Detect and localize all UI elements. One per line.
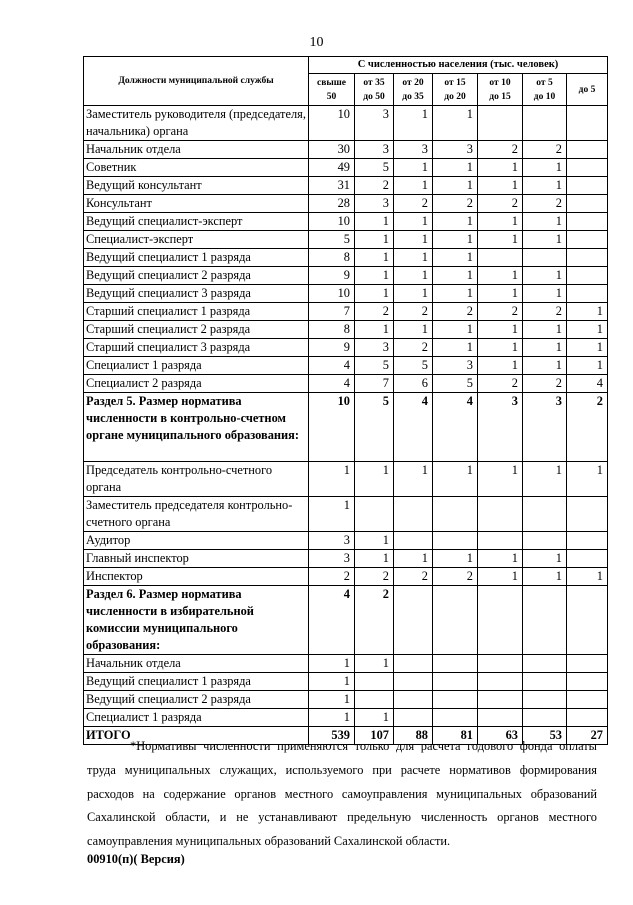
table-row [84, 285, 608, 303]
value-cell: 1 [523, 357, 567, 375]
value-cell: 1 [355, 231, 394, 249]
position-cell: Ведущий консультант [84, 177, 309, 195]
value-cell: 4 [394, 393, 433, 462]
population-column-header [478, 74, 523, 106]
value-cell: 1 [394, 159, 433, 177]
value-cell: 1 [567, 357, 608, 375]
position-cell: Начальник отдела [84, 655, 309, 673]
value-cell: 6 [394, 375, 433, 393]
value-cell: 1 [523, 267, 567, 285]
value-cell: 2 [394, 568, 433, 586]
value-cell: 1 [355, 285, 394, 303]
population-group-header: С численностью населения (тыс. человек) [309, 57, 608, 74]
column-header-line: от 15 [444, 77, 466, 88]
value-cell: 3 [478, 393, 523, 462]
value-cell: 1 [394, 231, 433, 249]
value-cell: 5 [355, 393, 394, 462]
value-cell: 4 [433, 393, 478, 462]
value-cell: 1 [394, 462, 433, 497]
position-cell: Аудитор [84, 532, 309, 550]
value-cell: 1 [523, 321, 567, 339]
position-cell: Раздел 6. Размер норматива численности в избирательной комиссии муниципального образования: [84, 586, 309, 655]
value-cell: 1 [478, 321, 523, 339]
column-header-line: до 50 [363, 91, 385, 102]
position-cell: ИТОГО [84, 727, 309, 745]
value-cell: 53 [523, 727, 567, 745]
value-cell [433, 709, 478, 727]
position-cell: Раздел 5. Размер норматива численности в контрольно-счетном органе муниципального образования: [84, 393, 309, 462]
value-cell: 2 [523, 141, 567, 159]
value-cell: 1 [433, 213, 478, 231]
value-cell [567, 709, 608, 727]
value-cell [394, 497, 433, 532]
value-cell: 7 [355, 375, 394, 393]
value-cell [523, 655, 567, 673]
value-cell [567, 213, 608, 231]
table-row [84, 177, 608, 195]
column-header-line: до 15 [489, 91, 511, 102]
value-cell [567, 249, 608, 267]
value-cell [394, 709, 433, 727]
value-cell: 4 [567, 375, 608, 393]
table-row [84, 339, 608, 357]
column-header-line: свыше [316, 77, 346, 88]
value-cell: 1 [478, 213, 523, 231]
value-cell [567, 231, 608, 249]
table-row [84, 106, 608, 141]
value-cell: 1 [567, 568, 608, 586]
value-cell [433, 532, 478, 550]
value-cell: 1 [355, 462, 394, 497]
value-cell: 1 [523, 568, 567, 586]
value-cell: 1 [355, 213, 394, 231]
position-cell: Старший специалист 3 разряда [84, 339, 309, 357]
value-cell: 1 [394, 106, 433, 141]
value-cell: 5 [355, 159, 394, 177]
table-row [84, 375, 608, 393]
column-header-line: до 35 [402, 91, 424, 102]
value-cell: 2 [523, 195, 567, 213]
value-cell [567, 159, 608, 177]
value-cell: 49 [309, 159, 355, 177]
value-cell: 1 [478, 231, 523, 249]
value-cell [523, 249, 567, 267]
value-cell: 2 [433, 303, 478, 321]
value-cell [478, 586, 523, 655]
value-cell: 5 [433, 375, 478, 393]
value-cell: 5 [355, 357, 394, 375]
position-cell: Начальник отдела [84, 141, 309, 159]
table-row [84, 267, 608, 285]
table-row [84, 568, 608, 586]
value-cell: 2 [433, 195, 478, 213]
value-cell: 27 [567, 727, 608, 745]
value-cell [478, 655, 523, 673]
value-cell [523, 532, 567, 550]
table-body [84, 106, 608, 745]
value-cell: 539 [309, 727, 355, 745]
value-cell [567, 285, 608, 303]
value-cell [433, 673, 478, 691]
value-cell [523, 106, 567, 141]
value-cell: 2 [355, 177, 394, 195]
table-row [84, 691, 608, 709]
value-cell [523, 497, 567, 532]
value-cell: 1 [523, 213, 567, 231]
value-cell: 1 [394, 285, 433, 303]
value-cell: 1 [523, 462, 567, 497]
table-row [84, 213, 608, 231]
position-cell: Председатель контрольно-счетного органа [84, 462, 309, 497]
value-cell [478, 532, 523, 550]
value-cell: 1 [433, 106, 478, 141]
value-cell: 1 [433, 550, 478, 568]
value-cell: 8 [309, 249, 355, 267]
value-cell: 1 [433, 285, 478, 303]
value-cell: 1 [523, 550, 567, 568]
value-cell: 1 [478, 159, 523, 177]
value-cell: 1 [355, 249, 394, 267]
value-cell: 2 [523, 375, 567, 393]
value-cell: 2 [567, 393, 608, 462]
column-header-line: от 20 [402, 77, 424, 88]
value-cell: 3 [355, 106, 394, 141]
value-cell: 1 [433, 339, 478, 357]
value-cell: 1 [523, 285, 567, 303]
value-cell: 1 [309, 462, 355, 497]
document-version: 00910(п)( Версия) [87, 852, 185, 866]
value-cell: 1 [433, 267, 478, 285]
value-cell: 1 [567, 462, 608, 497]
position-cell: Специалист 2 разряда [84, 375, 309, 393]
value-cell: 3 [355, 195, 394, 213]
value-cell: 2 [394, 303, 433, 321]
column-header-line: от 5 [536, 77, 553, 88]
population-column-header [309, 74, 355, 106]
population-column-header [433, 74, 478, 106]
population-column-header [567, 74, 608, 106]
value-cell: 1 [394, 177, 433, 195]
value-cell [433, 655, 478, 673]
value-cell: 1 [478, 357, 523, 375]
value-cell: 1 [523, 177, 567, 195]
value-cell [478, 709, 523, 727]
table-row [84, 655, 608, 673]
value-cell [567, 691, 608, 709]
table-row [84, 159, 608, 177]
value-cell [523, 691, 567, 709]
value-cell: 1 [433, 249, 478, 267]
value-cell: 2 [394, 339, 433, 357]
table-row [84, 231, 608, 249]
population-column-header [355, 74, 394, 106]
position-cell: Консультант [84, 195, 309, 213]
value-cell: 1 [355, 532, 394, 550]
value-cell: 1 [523, 159, 567, 177]
value-cell [567, 267, 608, 285]
position-cell: Специалист 1 разряда [84, 357, 309, 375]
value-cell [394, 532, 433, 550]
position-cell: Ведущий специалист 2 разряда [84, 691, 309, 709]
value-cell [355, 673, 394, 691]
value-cell [394, 673, 433, 691]
table-row [84, 673, 608, 691]
value-cell: 1 [309, 655, 355, 673]
value-cell: 2 [478, 195, 523, 213]
value-cell: 1 [478, 267, 523, 285]
value-cell [478, 106, 523, 141]
value-cell [523, 586, 567, 655]
position-cell: Заместитель руководителя (председателя, начальника) органа [84, 106, 309, 141]
column-header-line: до 5 [578, 84, 596, 95]
table-row [84, 141, 608, 159]
value-cell: 30 [309, 141, 355, 159]
value-cell: 81 [433, 727, 478, 745]
value-cell: 1 [394, 550, 433, 568]
column-header-line: от 35 [363, 77, 385, 88]
position-cell: Специалист 1 разряда [84, 709, 309, 727]
value-cell: 2 [433, 568, 478, 586]
value-cell [394, 586, 433, 655]
value-cell: 1 [355, 655, 394, 673]
position-cell: Ведущий специалист 2 разряда [84, 267, 309, 285]
value-cell: 1 [433, 321, 478, 339]
value-cell: 10 [309, 106, 355, 141]
value-cell: 1 [478, 568, 523, 586]
value-cell: 2 [309, 568, 355, 586]
value-cell [523, 709, 567, 727]
value-cell [567, 673, 608, 691]
value-cell: 10 [309, 285, 355, 303]
value-cell: 9 [309, 267, 355, 285]
value-cell: 2 [478, 375, 523, 393]
value-cell [523, 673, 567, 691]
value-cell: 2 [523, 303, 567, 321]
value-cell: 3 [355, 339, 394, 357]
value-cell [567, 550, 608, 568]
value-cell: 3 [309, 532, 355, 550]
value-cell: 1 [355, 550, 394, 568]
value-cell: 1 [433, 231, 478, 249]
value-cell: 10 [309, 213, 355, 231]
value-cell: 1 [394, 213, 433, 231]
value-cell: 2 [478, 303, 523, 321]
position-cell: Советник [84, 159, 309, 177]
value-cell [355, 691, 394, 709]
position-cell: Ведущий специалист 3 разряда [84, 285, 309, 303]
column-header-line: до 20 [444, 91, 466, 102]
position-cell: Ведущий специалист 1 разряда [84, 249, 309, 267]
value-cell: 1 [309, 497, 355, 532]
position-cell: Специалист-эксперт [84, 231, 309, 249]
staffing-norms-table [83, 56, 608, 745]
value-cell [567, 655, 608, 673]
value-cell: 1 [478, 462, 523, 497]
section-row [84, 586, 608, 655]
value-cell [567, 586, 608, 655]
value-cell: 31 [309, 177, 355, 195]
value-cell: 1 [478, 177, 523, 195]
value-cell: 1 [309, 709, 355, 727]
value-cell [567, 177, 608, 195]
position-cell: Инспектор [84, 568, 309, 586]
table-row [84, 321, 608, 339]
value-cell: 8 [309, 321, 355, 339]
table-row [84, 303, 608, 321]
value-cell: 5 [394, 357, 433, 375]
table-row [84, 550, 608, 568]
table-row [84, 195, 608, 213]
value-cell: 2 [355, 568, 394, 586]
value-cell: 63 [478, 727, 523, 745]
population-column-header [394, 74, 433, 106]
value-cell: 28 [309, 195, 355, 213]
section-row [84, 393, 608, 462]
value-cell: 107 [355, 727, 394, 745]
column-header-line: от 10 [489, 77, 511, 88]
position-cell: Ведущий специалист-эксперт [84, 213, 309, 231]
value-cell [478, 673, 523, 691]
value-cell [567, 532, 608, 550]
table-row [84, 532, 608, 550]
value-cell: 1 [478, 550, 523, 568]
value-cell [567, 497, 608, 532]
value-cell: 88 [394, 727, 433, 745]
value-cell: 1 [567, 339, 608, 357]
table-row [84, 249, 608, 267]
value-cell: 1 [309, 691, 355, 709]
table-row [84, 497, 608, 532]
value-cell [478, 249, 523, 267]
column-header-line: 50 [326, 91, 337, 102]
table-header [84, 57, 608, 106]
value-cell: 1 [478, 285, 523, 303]
value-cell [355, 497, 394, 532]
value-cell: 1 [523, 339, 567, 357]
value-cell: 5 [309, 231, 355, 249]
value-cell: 3 [309, 550, 355, 568]
value-cell: 1 [433, 159, 478, 177]
value-cell: 3 [394, 141, 433, 159]
value-cell: 2 [355, 303, 394, 321]
value-cell: 2 [478, 141, 523, 159]
value-cell: 2 [394, 195, 433, 213]
page-number: 10 [309, 35, 324, 50]
value-cell: 1 [355, 709, 394, 727]
value-cell: 1 [309, 673, 355, 691]
value-cell [567, 141, 608, 159]
value-cell: 1 [355, 321, 394, 339]
value-cell: 1 [523, 231, 567, 249]
value-cell [567, 195, 608, 213]
value-cell: 3 [523, 393, 567, 462]
value-cell [433, 691, 478, 709]
value-cell: 1 [394, 267, 433, 285]
value-cell: 1 [433, 462, 478, 497]
value-cell: 3 [433, 141, 478, 159]
value-cell [394, 655, 433, 673]
value-cell: 1 [394, 321, 433, 339]
value-cell: 1 [355, 267, 394, 285]
value-cell: 2 [355, 586, 394, 655]
position-column-header: Должности муниципальной службы [84, 57, 309, 106]
position-cell: Ведущий специалист 1 разряда [84, 673, 309, 691]
value-cell: 3 [355, 141, 394, 159]
footnote: *Нормативы численности применяются только для расчета годового фонда оплаты труда муниципальных служащих, используемого при расчете нормативов формирования расходов на содержание органов местного самоуправления муниципальных образований Сахалинской области, и не устанавливают предельную численность органов местного самоуправления муниципальных образований Сахалинской области. [87, 739, 597, 849]
value-cell [478, 497, 523, 532]
column-header-line: до 10 [533, 91, 556, 102]
population-column-header [523, 74, 567, 106]
value-cell: 9 [309, 339, 355, 357]
value-cell [478, 691, 523, 709]
position-cell: Старший специалист 1 разряда [84, 303, 309, 321]
value-cell: 10 [309, 393, 355, 462]
value-cell [567, 106, 608, 141]
value-cell: 4 [309, 375, 355, 393]
value-cell: 4 [309, 357, 355, 375]
value-cell [394, 691, 433, 709]
value-cell: 1 [478, 339, 523, 357]
table-row [84, 709, 608, 727]
position-cell: Заместитель председателя контрольно-счетного органа [84, 497, 309, 532]
position-cell: Старший специалист 2 разряда [84, 321, 309, 339]
value-cell [433, 586, 478, 655]
value-cell: 4 [309, 586, 355, 655]
value-cell [433, 497, 478, 532]
table-row [84, 357, 608, 375]
value-cell: 7 [309, 303, 355, 321]
value-cell: 1 [394, 249, 433, 267]
value-cell: 1 [567, 321, 608, 339]
value-cell: 3 [433, 357, 478, 375]
table-row [84, 462, 608, 497]
value-cell: 1 [567, 303, 608, 321]
value-cell: 1 [433, 177, 478, 195]
position-cell: Главный инспектор [84, 550, 309, 568]
